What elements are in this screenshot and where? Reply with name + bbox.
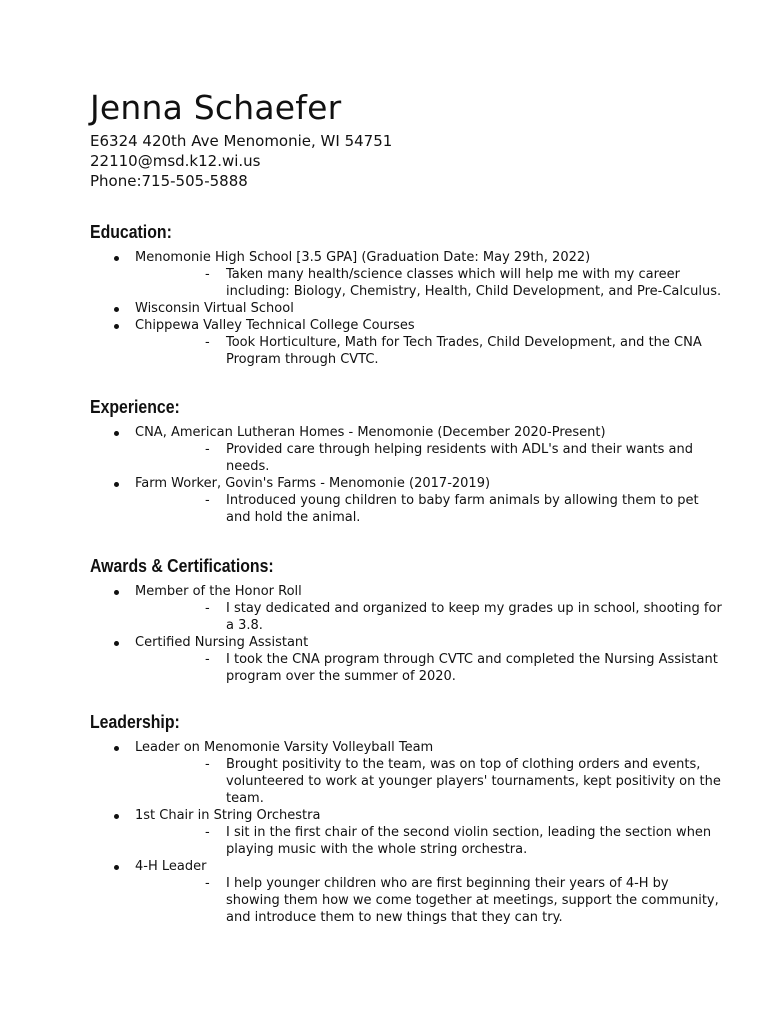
item-text: Leader on Menomonie Varsity Volleyball Team [135, 740, 434, 755]
sub-item-text: I help younger children who are first beginning their years of 4-H by showing them how we come together at meetings, support the community, and introduce them to new things that they can try. [226, 876, 719, 925]
item-text: 4-H Leader [135, 859, 207, 874]
dash-icon: - [205, 493, 210, 508]
section-education [90, 221, 722, 368]
sub-item-text: I sit in the first chair of the second violin section, leading the section when playing music with the whole string orchestra. [226, 825, 712, 857]
dash-icon: - [205, 601, 210, 616]
sub-item [135, 756, 726, 807]
sub-item-text: Taken many health/science classes which will help me with my career including: Biology, Chemistry, Health, Child Development, and Pre-Calculus. [226, 267, 722, 299]
item-text: CNA, American Lutheran Homes - Menomonie (December 2020-Present) [135, 425, 606, 440]
item-text: Wisconsin Virtual School [135, 301, 294, 316]
list-item [90, 739, 721, 807]
sub-item [135, 651, 726, 685]
sub-item-text: I took the CNA program through CVTC and completed the Nursing Assistant program over the summer of 2020. [226, 652, 718, 684]
bullet-icon [114, 814, 119, 819]
list-item [90, 475, 699, 526]
dash-icon: - [205, 652, 210, 667]
sub-item [135, 824, 726, 858]
list-item [90, 424, 693, 475]
bullet-icon [114, 324, 119, 329]
education-list [90, 249, 722, 368]
applicant-name: Jenna Schaefer [90, 88, 342, 127]
bullet-icon [114, 431, 119, 436]
sub-item [135, 875, 726, 926]
bullet-icon [114, 641, 119, 646]
list-item [90, 858, 719, 926]
experience-list [90, 424, 699, 526]
bullet-icon [114, 307, 119, 312]
sub-item-text: Provided care through helping residents with ADL's and their wants and needs. [226, 442, 693, 474]
bullet-icon [114, 590, 119, 595]
contact-info [90, 131, 392, 191]
dash-icon: - [205, 442, 210, 457]
item-text: Member of the Honor Roll [135, 584, 302, 599]
sub-item [135, 441, 726, 475]
sub-item [135, 600, 726, 634]
dash-icon: - [205, 267, 210, 282]
phone-line: Phone:715-505-5888 [90, 172, 248, 190]
sub-item-text: Introduced young children to baby farm animals by allowing them to pet and hold the animal. [226, 493, 699, 525]
section-title-experience: Experience: [90, 397, 180, 417]
item-text: Chippewa Valley Technical College Courses [135, 318, 415, 333]
leadership-list [90, 739, 721, 926]
sub-item-text: Brought positivity to the team, was on top of clothing orders and events, volunteered to work at younger players' tournaments, kept positivity on the team. [226, 757, 721, 806]
bullet-icon [114, 865, 119, 870]
dash-icon: - [205, 825, 210, 840]
section-title-leadership: Leadership: [90, 712, 180, 732]
section-experience [90, 396, 699, 526]
item-text: Menomonie High School [3.5 GPA] (Graduation Date: May 29th, 2022) [135, 250, 591, 265]
sub-item [135, 334, 726, 368]
sub-item-text: Took Horticulture, Math for Tech Trades, Child Development, and the CNA Program through CVTC. [226, 335, 702, 367]
section-title-education: Education: [90, 222, 172, 242]
list-item [90, 317, 702, 368]
sub-item [135, 266, 726, 300]
item-text: Certified Nursing Assistant [135, 635, 309, 650]
email-line: 22110@msd.k12.wi.us [90, 152, 261, 170]
address-line: E6324 420th Ave Menomonie, WI 54751 [90, 132, 393, 150]
bullet-icon [114, 256, 119, 261]
sub-item-text: I stay dedicated and organized to keep my grades up in school, shooting for a 3.8. [226, 601, 722, 633]
dash-icon: - [205, 757, 210, 772]
list-item [90, 300, 690, 317]
item-text: Farm Worker, Govin's Farms - Menomonie (2017-2019) [135, 476, 491, 491]
section-awards [90, 555, 722, 685]
list-item [90, 634, 718, 685]
dash-icon: - [205, 876, 210, 891]
bullet-icon [114, 482, 119, 487]
list-item [90, 807, 712, 858]
section-leadership [90, 711, 721, 926]
list-item [90, 249, 722, 300]
dash-icon: - [205, 335, 210, 350]
list-item [90, 583, 722, 634]
awards-list [90, 583, 722, 685]
sub-item [135, 492, 726, 526]
bullet-icon [114, 746, 119, 751]
section-title-awards: Awards & Certifications: [90, 556, 274, 576]
item-text: 1st Chair in String Orchestra [135, 808, 321, 823]
